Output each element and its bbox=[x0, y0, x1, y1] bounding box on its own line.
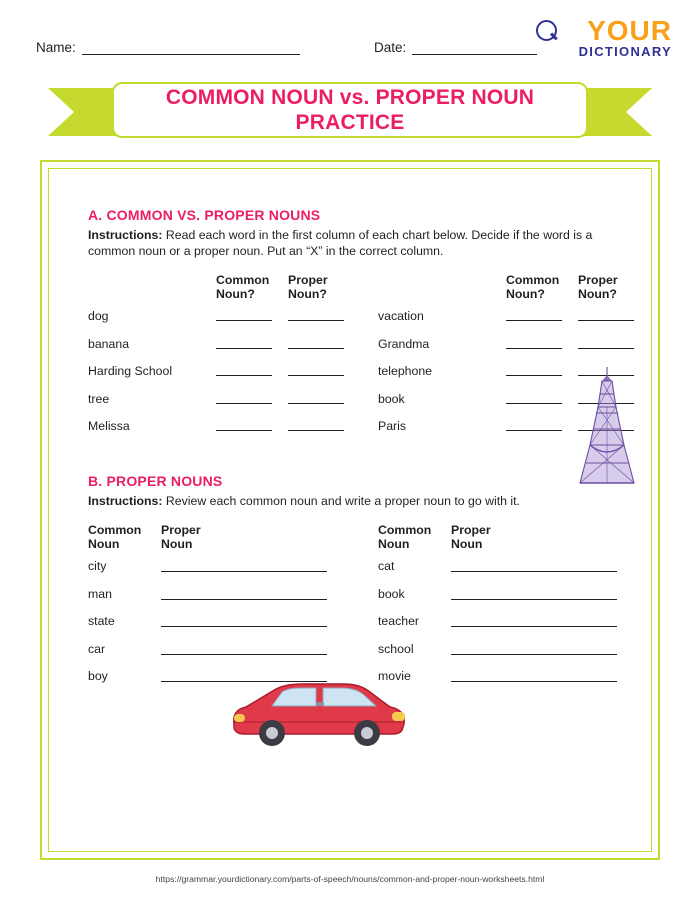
date-field-group bbox=[374, 40, 537, 55]
section-b-left-answer-1[interactable] bbox=[161, 598, 327, 600]
section-b-left-common-l1: Common bbox=[88, 523, 142, 537]
date-label: Date: bbox=[374, 40, 407, 55]
section-b-instructions-text: Review each common noun and write a proper noun to go with it. bbox=[162, 494, 520, 508]
worksheet-title: COMMON NOUN vs. PROPER NOUN PRACTICE bbox=[165, 86, 535, 134]
section-b-right-answer-4[interactable] bbox=[451, 680, 617, 682]
section-b-left-word-2: state bbox=[88, 614, 115, 628]
section-b-right-word-3: school bbox=[378, 641, 414, 656]
chart-left-word-2: Harding School bbox=[88, 364, 173, 378]
list-item bbox=[378, 612, 648, 640]
chart-left-word-0: dog bbox=[88, 309, 109, 323]
list-item bbox=[88, 612, 358, 640]
section-b-left-proper-l2: Noun bbox=[161, 537, 193, 551]
chart-left-common-header bbox=[216, 273, 269, 301]
section-b-left-column bbox=[88, 523, 358, 695]
list-item bbox=[378, 557, 648, 585]
chart-left-common-blank-0[interactable] bbox=[216, 319, 272, 321]
yourdictionary-logo[interactable] bbox=[526, 15, 672, 66]
list-item bbox=[88, 640, 358, 668]
chart-left-proper-header: Proper Noun? bbox=[288, 273, 328, 301]
section-b bbox=[88, 473, 618, 703]
chart-right-common-blank-2[interactable] bbox=[506, 374, 562, 376]
list-item bbox=[378, 667, 648, 695]
section-b-right-word-2: teacher bbox=[378, 614, 420, 628]
table-row bbox=[88, 335, 358, 363]
chart-right-word-2: telephone bbox=[378, 364, 433, 378]
section-b-left-common-header bbox=[88, 523, 141, 551]
section-a-instructions bbox=[88, 227, 608, 259]
table-row bbox=[88, 390, 358, 418]
chart-right-word-0: vacation bbox=[378, 309, 424, 323]
section-b-right-common-header: Common Noun bbox=[378, 523, 432, 551]
chart-right-common-blank-1[interactable] bbox=[506, 347, 562, 349]
table-row bbox=[88, 307, 358, 335]
chart-left-word-3: tree bbox=[88, 391, 110, 406]
chart-right-common-blank-4[interactable] bbox=[506, 429, 562, 431]
chart-left-proper-blank-4[interactable] bbox=[288, 429, 344, 431]
name-field-group bbox=[36, 40, 300, 55]
section-b-left-word-1: man bbox=[88, 586, 112, 601]
chart-right-proper-header: Proper Noun? bbox=[578, 273, 618, 301]
section-b-right-answer-1[interactable] bbox=[451, 598, 617, 600]
chart-right-word-1: Grandma bbox=[378, 336, 430, 351]
chart-right-common-header: Common Noun? bbox=[506, 273, 560, 301]
logo-text-your: YOUR bbox=[587, 15, 672, 46]
chart-left-proper-blank-0[interactable] bbox=[288, 319, 344, 321]
chart-right-proper-blank-0[interactable] bbox=[578, 319, 634, 321]
section-a-instructions-label: Instructions: bbox=[88, 228, 163, 242]
table-row bbox=[378, 307, 648, 335]
logo-text-dictionary: DICTIONARY bbox=[578, 44, 672, 59]
chart-left-common-line2: Noun? bbox=[216, 287, 255, 301]
list-item bbox=[378, 585, 648, 613]
list-item bbox=[88, 557, 358, 585]
footer-url[interactable]: https://grammar.yourdictionary.com/parts-of-speech/nouns/common-and-proper-noun-worksheets.html bbox=[155, 874, 545, 884]
chart-left bbox=[88, 273, 358, 445]
name-label: Name: bbox=[36, 40, 76, 55]
chart-right-word-4: Paris bbox=[378, 419, 407, 433]
chart-right-word-3: book bbox=[378, 391, 405, 406]
chart-left-proper-blank-3[interactable] bbox=[288, 402, 344, 404]
date-input-line[interactable] bbox=[412, 40, 537, 55]
red-car-icon bbox=[224, 678, 414, 748]
chart-right-proper-blank-1[interactable] bbox=[578, 347, 634, 349]
chart-left-word-1: banana bbox=[88, 336, 130, 351]
section-b-left-word-3: car bbox=[88, 641, 106, 656]
section-b-left-proper-l1: Proper bbox=[161, 523, 201, 537]
section-a bbox=[88, 207, 618, 463]
section-b-right-word-1: book bbox=[378, 586, 405, 601]
section-b-instructions-label: Instructions: bbox=[88, 494, 163, 508]
title-banner bbox=[112, 82, 588, 138]
section-b-left-answer-2[interactable] bbox=[161, 625, 327, 627]
eiffel-tower-icon bbox=[572, 367, 642, 487]
worksheet-frame bbox=[40, 160, 660, 860]
section-a-charts bbox=[88, 273, 618, 463]
section-b-left-answer-0[interactable] bbox=[161, 570, 327, 572]
table-row bbox=[378, 335, 648, 363]
chart-right-common-blank-0[interactable] bbox=[506, 319, 562, 321]
chart-left-common-blank-4[interactable] bbox=[216, 429, 272, 431]
section-b-title: B. PROPER NOUNS bbox=[88, 473, 223, 489]
section-b-left-common-l2: Noun bbox=[88, 537, 120, 551]
chart-left-common-line1: Common bbox=[216, 273, 270, 287]
section-b-right-answer-3[interactable] bbox=[451, 653, 617, 655]
chart-left-word-4: Melissa bbox=[88, 419, 130, 433]
section-a-instructions-text: Read each word in the first column of each chart below. Decide if the word is a common noun or a proper noun. Put an “X” in the correct column. bbox=[88, 228, 593, 258]
section-b-right-word-4: movie bbox=[378, 669, 411, 683]
section-b-instructions bbox=[88, 493, 608, 509]
table-row bbox=[88, 417, 358, 445]
worksheet-content bbox=[88, 207, 618, 703]
section-b-left-proper-header bbox=[161, 523, 201, 551]
section-b-table bbox=[88, 523, 618, 703]
name-input-line[interactable] bbox=[82, 40, 300, 55]
chart-left-common-blank-2[interactable] bbox=[216, 374, 272, 376]
chart-right-common-blank-3[interactable] bbox=[506, 402, 562, 404]
chart-left-proper-blank-1[interactable] bbox=[288, 347, 344, 349]
chart-left-common-blank-1[interactable] bbox=[216, 347, 272, 349]
chart-left-common-blank-3[interactable] bbox=[216, 402, 272, 404]
title-banner-zone bbox=[0, 82, 700, 144]
section-b-right-word-0: cat bbox=[378, 559, 395, 573]
section-b-right-column bbox=[378, 523, 648, 695]
chart-left-header bbox=[88, 273, 358, 307]
section-b-right-answer-0[interactable] bbox=[451, 570, 617, 572]
section-b-left-header bbox=[88, 523, 358, 557]
section-b-right-answer-2[interactable] bbox=[451, 625, 617, 627]
chart-right-header bbox=[378, 273, 648, 307]
list-item bbox=[378, 640, 648, 668]
section-b-left-word-4: boy bbox=[88, 669, 108, 683]
table-row bbox=[88, 362, 358, 390]
section-a-title: A. COMMON VS. PROPER NOUNS bbox=[88, 207, 321, 223]
list-item bbox=[88, 585, 358, 613]
section-b-right-proper-header: Proper Noun bbox=[451, 523, 491, 551]
section-b-right-header bbox=[378, 523, 648, 557]
section-b-left-word-0: city bbox=[88, 559, 107, 573]
chart-left-proper-blank-2[interactable] bbox=[288, 374, 344, 376]
section-b-left-answer-3[interactable] bbox=[161, 653, 327, 655]
